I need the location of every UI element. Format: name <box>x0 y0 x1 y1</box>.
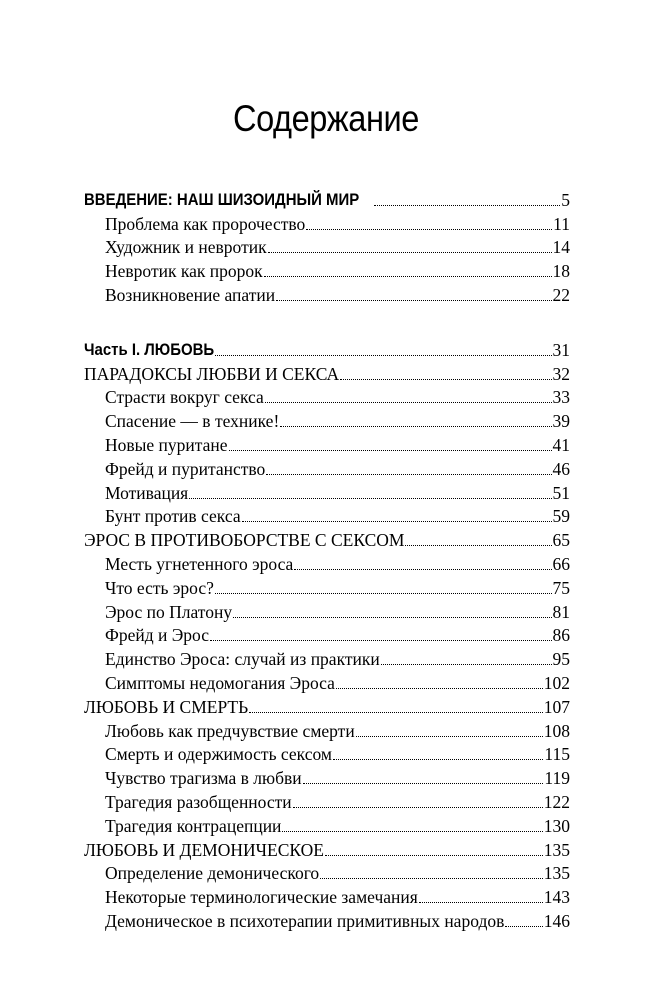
toc-page-number: 32 <box>552 363 570 384</box>
dot-leader <box>210 639 552 641</box>
toc-chapter <box>84 836 570 860</box>
toc-page-number: 59 <box>552 506 570 527</box>
toc-page-number: 81 <box>552 601 570 622</box>
dot-leader <box>294 568 551 570</box>
toc-entry <box>84 384 570 408</box>
toc-entry-label: Единство Эроса: случай из практики <box>105 649 380 670</box>
toc-page-number: 146 <box>543 910 570 931</box>
toc-entry <box>84 622 570 646</box>
toc-entry <box>84 645 570 669</box>
toc-entry <box>84 281 570 305</box>
toc-entry-label: Фрейд и пуританство <box>105 458 266 479</box>
toc-entry-label: Бунт против секса <box>105 506 241 527</box>
toc-entry <box>84 788 570 812</box>
toc-page-number: 41 <box>552 434 570 455</box>
dot-leader <box>229 449 552 451</box>
toc-entry-label: ПАРАДОКСЫ ЛЮБВИ И СЕКСА <box>84 363 340 384</box>
toc-entry-label: Невротик как пророк <box>105 261 263 282</box>
toc-page-number: 51 <box>552 482 570 503</box>
dot-leader <box>215 354 552 356</box>
toc-page-number: 135 <box>543 863 570 884</box>
dot-leader <box>340 378 551 380</box>
dot-leader <box>381 663 552 665</box>
dot-leader <box>356 735 543 737</box>
dot-leader <box>189 497 551 499</box>
toc-page-number: 66 <box>552 553 570 574</box>
dot-leader <box>320 877 543 879</box>
toc-entry <box>84 479 570 503</box>
toc-entry-label: Некоторые терминологические замечания <box>105 887 418 908</box>
dot-leader <box>325 854 543 856</box>
dot-leader <box>280 425 551 427</box>
dot-leader <box>293 806 543 808</box>
toc-entry <box>84 503 570 527</box>
toc-page-number: 39 <box>552 411 570 432</box>
dot-leader <box>249 711 543 713</box>
toc-page-number: 86 <box>552 625 570 646</box>
toc-entry-label: Что есть эрос? <box>105 577 214 598</box>
toc-entry-label: Новые пуритане <box>105 434 228 455</box>
toc-entry <box>84 550 570 574</box>
toc-page-number: 14 <box>552 237 570 258</box>
toc-entry <box>84 907 570 931</box>
toc-entry <box>84 431 570 455</box>
toc-entry-label: Страсти вокруг секса <box>105 387 264 408</box>
toc-entry-label: Возникновение апатии <box>105 284 276 305</box>
dot-leader <box>268 251 552 253</box>
toc-entry <box>84 883 570 907</box>
toc-chapter <box>84 693 570 717</box>
dot-leader <box>419 901 543 903</box>
toc-entry-label: Определение демонического <box>105 863 320 884</box>
toc-page-number: 130 <box>543 815 570 836</box>
dot-leader <box>306 228 552 230</box>
dot-leader <box>266 473 551 475</box>
toc-entry-label: Демоническое в психотерапии примитивных народов <box>105 910 505 931</box>
toc-entry-label: Трагедия разобщенности <box>105 791 292 812</box>
toc-entry-label: Мотивация <box>105 482 189 503</box>
toc-entry-label: Часть I. ЛЮБОВЬ <box>84 339 215 359</box>
toc-page-number: 107 <box>543 696 570 717</box>
dot-leader <box>333 758 543 760</box>
toc-entry <box>84 860 570 884</box>
toc-entry-label: Трагедия контрацепции <box>105 815 282 836</box>
section-gap <box>84 305 570 336</box>
toc-page-number: 119 <box>544 768 570 789</box>
toc-page-number: 46 <box>552 458 570 479</box>
dot-leader <box>336 687 543 689</box>
dot-leader <box>374 204 560 206</box>
toc-page-number: 31 <box>552 339 570 360</box>
toc-entry <box>84 210 570 234</box>
dot-leader <box>242 520 552 522</box>
toc-intro-heading <box>84 186 570 210</box>
toc-entry-label: ЛЮБОВЬ И ДЕМОНИЧЕСКОЕ <box>84 839 324 860</box>
toc-entry <box>84 764 570 788</box>
toc-entry <box>84 574 570 598</box>
dot-leader <box>264 275 552 277</box>
toc-page-number: 33 <box>552 387 570 408</box>
toc-part-heading <box>84 336 570 360</box>
toc-page-number: 115 <box>544 744 570 765</box>
toc-entry <box>84 407 570 431</box>
dot-leader <box>233 616 551 618</box>
toc-page-number: 102 <box>543 672 570 693</box>
toc-entry <box>84 234 570 258</box>
toc-entry-label: Спасение — в технике! <box>105 411 280 432</box>
toc-page-number: 11 <box>553 213 570 234</box>
toc-entry-label: Эрос по Платону <box>105 601 233 622</box>
toc-entry-label: Симптомы недомогания Эроса <box>105 672 335 693</box>
toc-entry-label: Художник и невротик <box>105 237 267 258</box>
toc-entry <box>84 812 570 836</box>
toc-entry-label: Смерть и одержимость сексом <box>105 744 333 765</box>
dot-leader <box>303 782 544 784</box>
toc-entry <box>84 717 570 741</box>
toc-entry-label: Месть угнетенного эроса <box>105 553 294 574</box>
dot-leader <box>505 925 542 927</box>
dot-leader <box>282 830 542 832</box>
toc-entry-label: Любовь как предчувствие смерти <box>105 720 355 741</box>
toc-entry-label: ЭРОС В ПРОТИВОБОРСТВЕ С СЕКСОМ <box>84 530 405 551</box>
toc-chapter <box>84 526 570 550</box>
toc-entry-label: ВВЕДЕНИЕ: НАШ ШИЗОИДНЫЙ МИР <box>84 189 360 209</box>
toc-chapter <box>84 360 570 384</box>
toc-entry <box>84 741 570 765</box>
dot-leader <box>276 299 551 301</box>
toc-entry-label: Проблема как пророчество <box>105 213 306 234</box>
toc-entry <box>84 257 570 281</box>
toc-page-number: 18 <box>552 261 570 282</box>
toc-page-number: 65 <box>552 530 570 551</box>
table-of-contents <box>84 186 570 931</box>
toc-page-number: 95 <box>552 649 570 670</box>
toc-entry-label: Чувство трагизма в любви <box>105 768 302 789</box>
toc-entry <box>84 455 570 479</box>
dot-leader <box>405 544 551 546</box>
toc-page-number: 75 <box>552 577 570 598</box>
toc-entry <box>84 669 570 693</box>
toc-page-number: 108 <box>543 720 570 741</box>
toc-entry-label: ЛЮБОВЬ И СМЕРТЬ <box>84 696 249 717</box>
toc-page-number: 135 <box>543 839 570 860</box>
toc-page-number: 122 <box>543 791 570 812</box>
dot-leader <box>265 401 552 403</box>
toc-page-number: 22 <box>552 284 570 305</box>
toc-page-number: 5 <box>561 189 570 210</box>
dot-leader <box>215 592 552 594</box>
page-title: Содержание <box>233 98 419 139</box>
toc-page-number: 143 <box>543 887 570 908</box>
toc-entry <box>84 598 570 622</box>
toc-entry-label: Фрейд и Эрос <box>105 625 209 646</box>
